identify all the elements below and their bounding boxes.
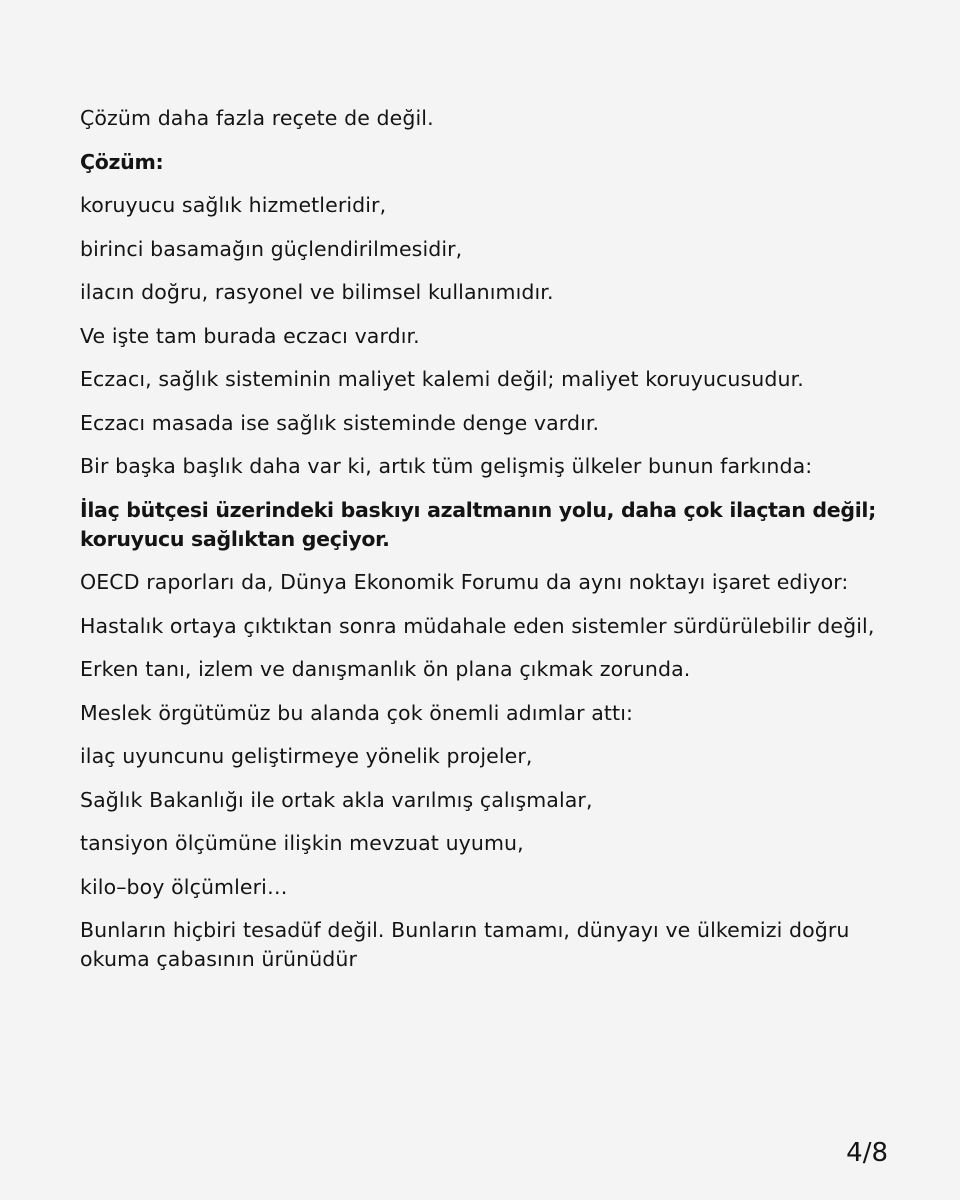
- paragraph: Sağlık Bakanlığı ile ortak akla varılmış çalışmalar,: [80, 787, 593, 812]
- paragraph: birinci basamağın güçlendirilmesidir,: [80, 236, 463, 261]
- paragraph: ilacın doğru, rasyonel ve bilimsel kullanımıdır.: [80, 280, 554, 304]
- paragraph: Ve işte tam burada eczacı vardır.: [80, 323, 420, 348]
- paragraph: koruyucu sağlık hizmetleridir,: [80, 193, 387, 217]
- paragraph: ilaç uyuncunu geliştirmeye yönelik projeler,: [80, 744, 533, 768]
- paragraph: Eczacı masada ise sağlık sisteminde denge vardır.: [80, 410, 600, 435]
- page-number: 4/8: [846, 1138, 888, 1168]
- paragraph: Bir başka başlık daha var ki, artık tüm gelişmiş ülkeler bunun farkında:: [80, 454, 813, 478]
- paragraph: Çözüm daha fazla reçete de değil.: [80, 106, 434, 130]
- paragraph: kilo–boy ölçümleri…: [80, 874, 288, 899]
- paragraph: OECD raporları da, Dünya Ekonomik Forumu da aynı noktayı işaret ediyor:: [80, 570, 849, 594]
- paragraph: Eczacı, sağlık sisteminin maliyet kalemi değil; maliyet koruyucusudur.: [80, 367, 804, 391]
- highlighted-statement: İlaç bütçesi üzerindeki baskıyı azaltmanın yolu, daha çok ilaçtan değil; koruyucu sağlıktan geçiyor.: [80, 497, 877, 551]
- section-heading: Çözüm:: [80, 149, 164, 174]
- paragraph: Hastalık ortaya çıktıktan sonra müdahale eden sistemler sürdürülebilir değil,: [80, 613, 875, 638]
- paragraph: Meslek örgütümüz bu alanda çok önemli adımlar attı:: [80, 700, 633, 725]
- paragraph: Erken tanı, izlem ve danışmanlık ön plana çıkmak zorunda.: [80, 657, 691, 681]
- document-body: [80, 104, 880, 989]
- paragraph: tansiyon ölçümüne ilişkin mevzuat uyumu,: [80, 831, 524, 855]
- paragraph: Bunların hiçbiri tesadüf değil. Bunların tamamı, dünyayı ve ülkemizi doğru okuma çabasının ürünüdür: [80, 918, 850, 971]
